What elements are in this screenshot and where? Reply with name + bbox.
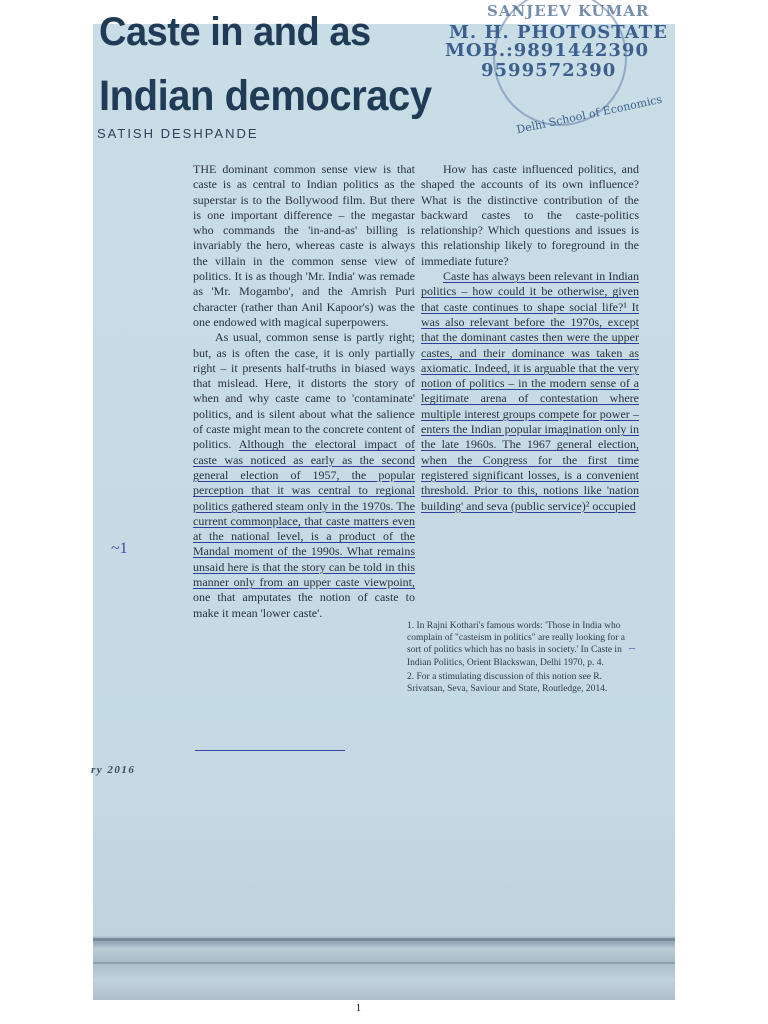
left-paragraph-2 <box>193 330 415 621</box>
scanned-page <box>91 2 675 1000</box>
left-paragraph-1: THE dominant common sense view is that caste is as central to Indian politics as the superstar is to the Bollywood film. But there is one important difference – the megastar who commands the 'in-and-as' billing is invariably the hero, whereas caste is always the villain in the common sense view of politics. It is as though 'Mr. India' was remade as 'Mr. Mogambo', and the Amrish Puri character (rather than Anil Kapoor's) was the one endowed with magical superpowers. <box>193 162 415 329</box>
article-title-line2: Indian democracy <box>99 72 432 120</box>
article-author: SATISH DESHPANDE <box>97 126 259 141</box>
article-title-line1: Caste in and as <box>99 10 371 54</box>
issue-date-fragment: ry 2016 <box>91 764 136 776</box>
stamp-phone-1: MOB.:9891442390 <box>445 40 649 61</box>
footnotes <box>407 620 629 697</box>
footnote-2: 2. For a stimulating discussion of this notion see R. Srivatsan, Seva, Saviour and State, Routledge, 2014. <box>407 671 608 695</box>
left-paragraph-2-underlined: Although the electoral impact of caste was noticed as early as the second general election of 1957, the popular perception that it was central to regional politics gathered steam only in the 1970s. The current commonplace, that caste matters even at the national level, is a product of the Mandal moment of the 1990s. What remains unsaid here is that the story can be told in this manner only from an upper caste viewpoint, <box>193 437 415 590</box>
right-paragraph-2-underlined: Caste has always been relevant in Indian politics – how could it be otherwise, given that caste continues to shape social life?¹ It was also relevant before the 1970s, except that the dominant castes then were the upper castes, and their dominance was taken as axiomatic. Indeed, it is arguable that the very notion of politics – in the modern sense of a legitimate arena of contestation where multiple interest groups compete for power – enters the Indian popular imagination only in the late 1960s. The 1967 general election, when the Congress for the first time registered significant losses, is a convenient threshold. Prior to this, notions like 'nation building' and seva (public service)² occupied <box>421 269 639 513</box>
stamp-phone-2: 9599572390 <box>481 60 617 81</box>
margin-pen-dash: – <box>629 640 635 654</box>
left-column <box>193 162 415 621</box>
stamp-location: Delhi School of Economics <box>515 92 664 137</box>
margin-pen-mark: ~1 <box>111 540 128 557</box>
left-paragraph-2-start: As usual, common sense is partly right; but, as is often the case, it is only partially right – it presents half-truths in biased ways that mislead. Here, it distorts the story of when and why caste came to 'contaminate' politics, and is silent about what the salience of caste might mean to the concrete content of politics. <box>193 330 415 452</box>
footnote-1: 1. In Rajni Kothari's famous words: 'Those in India who complain of "casteism in politics" are really looking for a sort of politics which has no basis in society.' In Caste in Indian Politics, Orient Blackswan, Delhi 1970, p. 4. <box>407 621 626 668</box>
right-column <box>421 162 639 514</box>
stamp-shop-name: M. H. PHOTOSTATE <box>449 22 668 43</box>
book-edge-shadow <box>93 936 675 1000</box>
pen-underline <box>195 750 345 751</box>
right-paragraph-2 <box>421 269 639 514</box>
right-paragraph-1: How has caste influenced politics, and shaped the accounts of its own influence? What is the distinctive contribution of the backward castes to the caste-politics relationship? Which questions and issues is this relationship likely to foreground in the immediate future? <box>421 162 639 268</box>
page-number: 1 <box>356 1003 361 1014</box>
photocopy-stamp <box>443 2 683 137</box>
left-paragraph-2-end: one that amputates the notion of caste to make it mean 'lower caste'. <box>193 590 415 620</box>
stamp-owner: SANJEEV KUMAR <box>487 2 650 20</box>
